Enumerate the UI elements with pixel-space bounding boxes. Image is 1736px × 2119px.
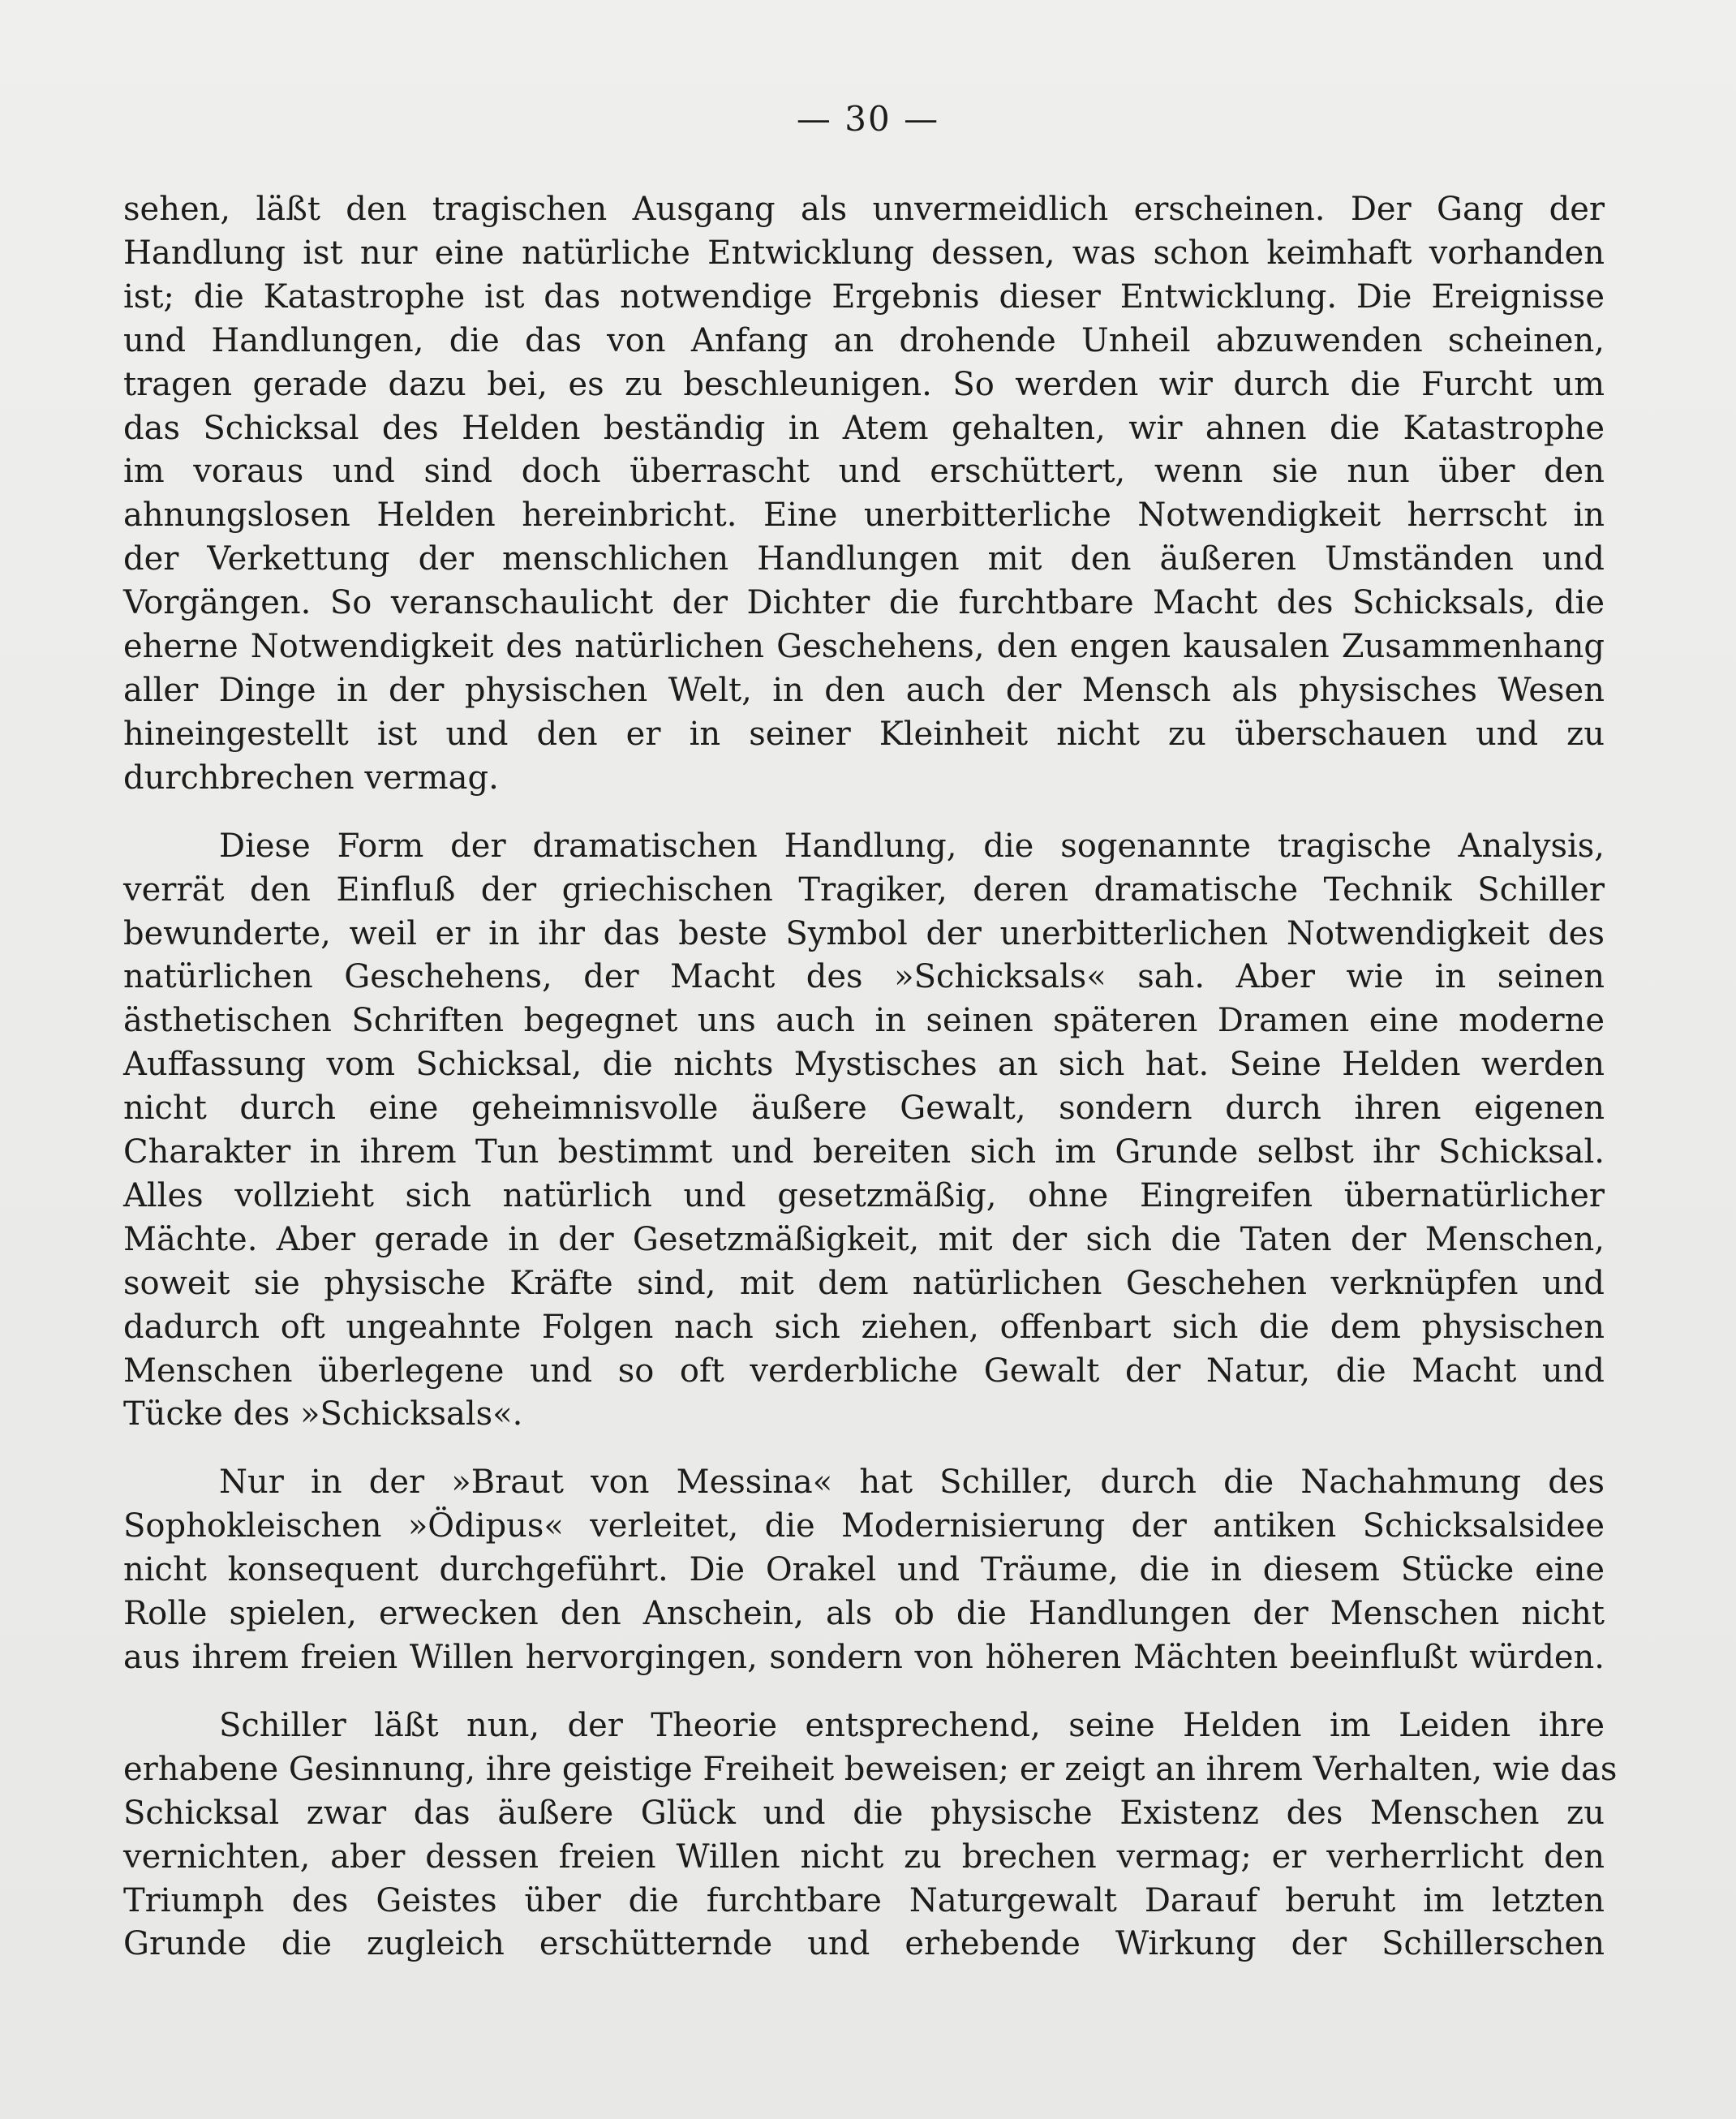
text-line: Tücke des »Schicksals«.: [123, 1395, 523, 1433]
text-line: ahnungslosen Helden hereinbricht. Eine unerbitterliche Notwendigkeit herrscht in: [123, 496, 1605, 535]
text-line: hineingestellt ist und den er in seiner Kleinheit nicht zu überschauen und zu: [123, 715, 1605, 753]
text-line: der Verkettung der menschlichen Handlungen mit den äußeren Umständen und: [123, 540, 1605, 578]
page-number: — 30 —: [796, 99, 940, 139]
text-line: verrät den Einfluß der griechischen Tragiker, deren dramatische Technik Schiller: [123, 870, 1605, 909]
text-line: aller Dinge in der physischen Welt, in den auch der Mensch als physisches Wesen: [123, 671, 1605, 709]
text-line: und Handlungen, die das von Anfang an drohende Unheil abzuwenden scheinen,: [123, 321, 1605, 359]
text-line: ästhetischen Schriften begegnet uns auch in seinen späteren Dramen eine moderne: [123, 1002, 1605, 1040]
text-line: Sophokleischen »Ödipus« verleitet, die Modernisierung der antiken Schicksalsidee: [123, 1507, 1605, 1545]
text-line: durchbrechen vermag.: [123, 759, 499, 797]
text-line: vernichten, aber dessen freien Willen nicht zu brechen vermag; er verherrlicht den: [123, 1837, 1605, 1876]
text-line: Alles vollzieht sich natürlich und gesetzmäßig, ohne Eingreifen übernatürlicher: [123, 1176, 1605, 1214]
text-line: Diese Form der dramatischen Handlung, die sogenannte tragische Analysis,: [219, 827, 1605, 865]
text-line: aus ihrem freien Willen hervorgingen, sondern von höheren Mächten beeinflußt würden.: [123, 1639, 1605, 1676]
paragraph-2: [123, 825, 1605, 1438]
text-line: Charakter in ihrem Tun bestimmt und bereiten sich im Grunde selbst ihr Schicksal.: [123, 1133, 1605, 1171]
text-line: tragen gerade dazu bei, es zu beschleunigen. So werden wir durch die Furcht um: [123, 365, 1605, 403]
text-line: sehen, läßt den tragischen Ausgang als unvermeidlich erscheinen. Der Gang der: [123, 191, 1605, 228]
text-line: Handlung ist nur eine natürliche Entwicklung dessen, was schon keimhaft vorhanden: [123, 234, 1605, 272]
text-line: Nur in der »Braut von Messina« hat Schiller, durch die Nachahmung des: [219, 1464, 1605, 1502]
text-line: ist; die Katastrophe ist das notwendige Ergebnis dieser Entwicklung. Die Ereignisse: [123, 277, 1605, 316]
text-line: nicht durch eine geheimnisvolle äußere Gewalt, sondern durch ihren eigenen: [123, 1090, 1605, 1128]
text-line: erhabene Gesinnung, ihre geistige Freiheit beweisen; er zeigt an ihrem Verhalten, wie das: [123, 1750, 1618, 1788]
text-line: natürlichen Geschehens, der Macht des »Schicksals« sah. Aber wie in seinen: [123, 958, 1605, 996]
paragraph-4: [123, 1704, 1618, 1966]
paragraph-1: [123, 188, 1605, 801]
text-line: Auffassung vom Schicksal, die nichts Mystisches an sich hat. Seine Helden werden: [123, 1046, 1605, 1084]
text-line: Rolle spielen, erwecken den Anschein, als ob die Handlungen der Menschen nicht: [123, 1595, 1605, 1633]
paragraph-3: [123, 1461, 1605, 1680]
text-line: bewunderte, weil er in ihr das beste Symbol der unerbitterlichen Notwendigkeit des: [123, 914, 1605, 952]
text-line: im voraus und sind doch überrascht und erschüttert, wenn sie nun über den: [123, 453, 1605, 491]
text-line: soweit sie physische Kräfte sind, mit dem natürlichen Geschehen verknüpfen und: [123, 1264, 1605, 1302]
text-line: Schicksal zwar das äußere Glück und die physische Existenz des Menschen zu: [123, 1794, 1605, 1832]
text-line: nicht konsequent durchgeführt. Die Orakel und Träume, die in diesem Stücke eine: [123, 1551, 1605, 1589]
text-line: eherne Notwendigkeit des natürlichen Geschehens, den engen kausalen Zusammenhang: [123, 628, 1605, 666]
text-line: dadurch oft ungeahnte Folgen nach sich ziehen, offenbart sich die dem physischen: [123, 1308, 1605, 1346]
text-line: das Schicksal des Helden beständig in Atem gehalten, wir ahnen die Katastrophe: [123, 409, 1605, 447]
body-text: [123, 188, 1618, 1966]
text-line: Grunde die zugleich erschütternde und erhebende Wirkung der Schillerschen: [123, 1925, 1605, 1963]
text-line: Vorgängen. So veranschaulicht der Dichter die furchtbare Macht des Schicksals, die: [123, 584, 1605, 622]
text-line: Menschen überlegene und so oft verderbliche Gewalt der Natur, die Macht und: [123, 1352, 1605, 1390]
text-line: Mächte. Aber gerade in der Gesetzmäßigkeit, mit der sich die Taten der Menschen,: [123, 1220, 1605, 1258]
text-line: Schiller läßt nun, der Theorie entsprechend, seine Helden im Leiden ihre: [219, 1706, 1605, 1744]
text-line: Triumph des Geistes über die furchtbare Naturgewalt Darauf beruht im letzten: [123, 1881, 1605, 1919]
